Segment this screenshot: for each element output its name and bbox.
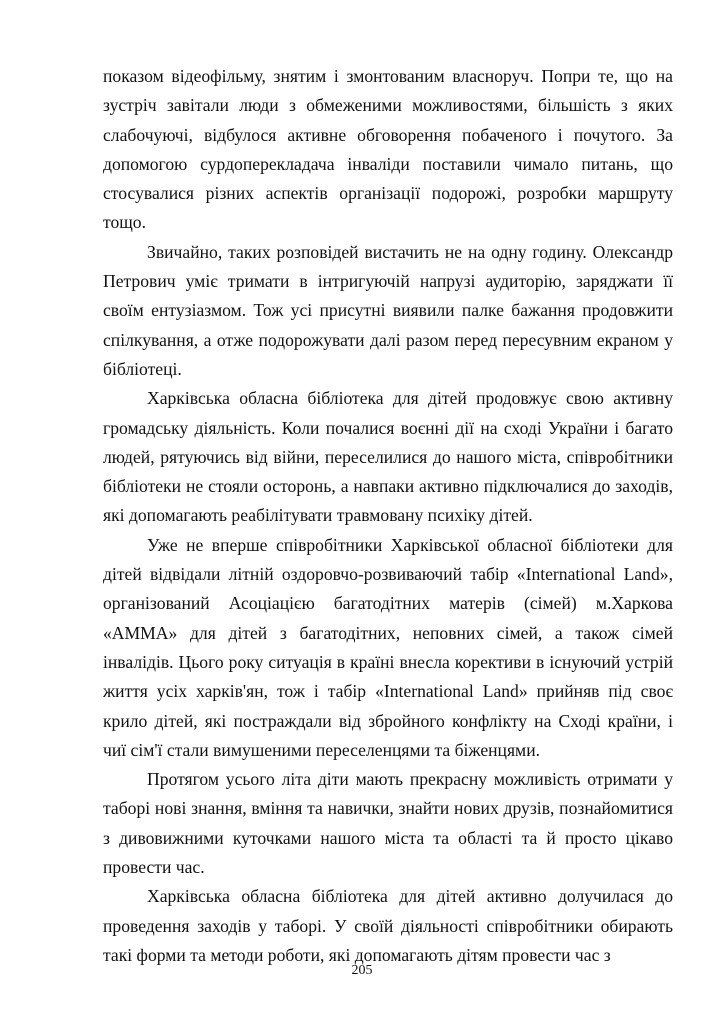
page-number: 205 [351, 963, 373, 978]
paragraph-5: Протягом усього літа діти мають прекрасну можливість отримати у таборі нові знання, вміння та навички, знайти нових друзів, познайомитися з дивовижними куточками нашого міста та області та й просто цікаво провести час. [103, 769, 673, 878]
paragraph-1-continuation: показом відеофільму, знятим і змонтованим власноруч. Попри те, що на зустріч завітали люди з обмеженими можливостями, більшість з яких слабочуючі, відбулося активне обговорення побаченого і почутого. За допомогою сурдоперекладача інваліди поставили чимало питань, що стосувалися різних аспектів організації подорожі, розробки маршруту тощо. [103, 66, 673, 233]
paragraph-3: Харківська обласна бібліотека для дітей продовжує свою активну громадську діяльність. Коли почалися воєнні дії на сході України і багато людей, рятуючись від війни, переселилися до нашого міста, співробітники бібліотеки не стояли осторонь, а навпаки активно підключалися до заходів, які допомагають реабілітувати травмовану психіку дітей. [103, 388, 673, 526]
paragraph-2: Звичайно, таких розповідей вистачить не на одну годину. Олександр Петрович уміє тримати в інтригуючій напрузі аудиторію, заряджати її своїм ентузіазмом. Тож усі присутні виявили палке бажання продовжити спілкування, а отже подорожувати далі разом перед пересувним екраном у бібліотеці. [103, 241, 673, 379]
paragraph-6: Харківська обласна бібліотека для дітей активно долучилася до проведення заходів у таборі. У своїй діяльності співробітники обирають такі форми та методи роботи, які допомагають дітям провести час з [103, 886, 673, 965]
paragraph-4: Уже не вперше співробітники Харківської обласної бібліотеки для дітей відвідали літній оздоровчо-розвиваючий табір «International Land», організований Асоціацією багатодітних матерів (сімей) м.Харкова «АММА» для дітей з багатодітних, неповних сімей, а також сімей інвалідів. Цього року ситуація в країні внесла корективи в існуючий устрій життя усіх харків'ян, тож і табір «International Land» прийняв під своє крило дітей, які постраждали від збройного конфлікту на Сході країни, і чиї сім'ї стали вимушеними переселенцями та біженцями. [103, 534, 673, 760]
body-text [103, 62, 673, 970]
